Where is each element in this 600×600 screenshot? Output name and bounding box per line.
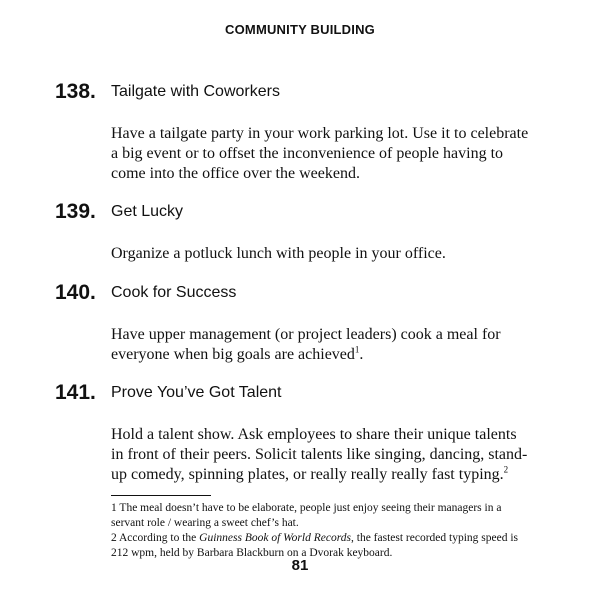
entry-number-139: 139. bbox=[55, 200, 96, 223]
footnote-1-line-2: servant role / wearing a sweet chef’s hat. bbox=[111, 517, 299, 529]
entry-title-140: Cook for Success bbox=[111, 284, 237, 301]
body-line bbox=[111, 465, 551, 485]
footnote-divider bbox=[111, 495, 211, 496]
footnote-1-line-1: 1 The meal doesn’t have to be elaborate, people just enjoy seeing their managers in a bbox=[111, 502, 502, 514]
body-line: come into the office over the weekend. bbox=[111, 165, 360, 182]
body-line-text: up comedy, spinning plates, or really really really fast typing. bbox=[111, 466, 504, 483]
entry-body-141 bbox=[111, 425, 551, 485]
entry-title-141: Prove You’ve Got Talent bbox=[111, 384, 282, 401]
body-line: Have upper management (or project leaders) cook a meal for bbox=[111, 326, 501, 343]
entry-body-139 bbox=[111, 244, 551, 264]
entry-body-138 bbox=[111, 124, 551, 184]
page-number: 81 bbox=[291, 557, 309, 574]
entry-body-140 bbox=[111, 325, 551, 365]
entry-number-138: 138. bbox=[55, 80, 96, 103]
footnote-2-book-title: Guinness Book of World Records bbox=[199, 532, 351, 544]
running-header: COMMUNITY BUILDING bbox=[225, 22, 375, 37]
body-line-end: . bbox=[359, 346, 364, 363]
body-line: a big event or to offset the inconvenience of people having to bbox=[111, 145, 504, 162]
footnotes bbox=[111, 501, 551, 561]
body-line bbox=[111, 345, 551, 365]
body-line: Have a tailgate party in your work parking lot. Use it to celebrate bbox=[111, 125, 529, 142]
footnote-2-suffix: , the fastest recorded typing speed is bbox=[351, 532, 519, 544]
footnote-ref-2: 2 bbox=[503, 464, 509, 475]
footnote-ref-1: 1 bbox=[354, 344, 360, 355]
footnote-2-prefix: 2 According to the bbox=[111, 532, 200, 544]
entry-title-139: Get Lucky bbox=[111, 203, 184, 220]
body-line-text: everyone when big goals are achieved bbox=[111, 346, 355, 363]
entry-number-141: 141. bbox=[55, 381, 96, 404]
footnote-2-line-2: 212 wpm, held by Barbara Blackburn on a Dvorak keyboard. bbox=[111, 547, 393, 559]
body-line: in front of their peers. Solicit talents like singing, dancing, stand- bbox=[111, 446, 528, 463]
entry-number-140: 140. bbox=[55, 281, 96, 304]
body-line: Organize a potluck lunch with people in your office. bbox=[111, 245, 446, 262]
entry-title-138: Tailgate with Coworkers bbox=[111, 83, 280, 100]
body-line: Hold a talent show. Ask employees to share their unique talents bbox=[111, 426, 517, 443]
footnote-2-line-1 bbox=[111, 531, 551, 546]
